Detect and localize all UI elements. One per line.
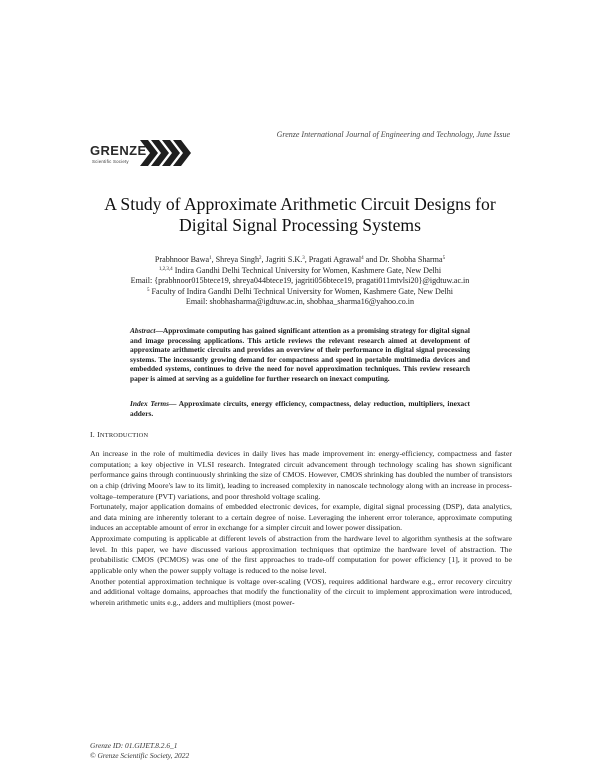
- author-separator: ,: [211, 255, 216, 264]
- author-mark: 2: [259, 256, 262, 261]
- author-name: Shreya Singh: [215, 255, 260, 264]
- publisher-logo: [90, 138, 192, 168]
- author-block: [60, 255, 540, 308]
- index-terms-dash: —: [169, 399, 179, 408]
- section-initial: I: [97, 430, 100, 439]
- affiliation-text: Indira Gandhi Delhi Technical University for Women, Kashmere Gate, New Delhi: [174, 265, 442, 275]
- paragraph: An increase in the role of multimedia devices in daily lives has made improvement in: energy-efficiency, compactness and faster computation; a key objective in VLSI research. Integrated circuit advancement through technology scaling has shown significant performance gains through continuously shrinking the size of CMOS. However, CMOS shrinking has doubled the number of transistors on a chip (driving Moore's law to its limit), leading to increased complexity in nanoscale technology along with an increase in process-voltage–temperature (PVT) variations, and poor threshold voltage scaling.: [90, 449, 512, 501]
- author-mark: 1: [209, 256, 212, 261]
- title-line-1: A Study of Approximate Arithmetic Circuit Designs for: [104, 194, 496, 214]
- author-separator: ,: [261, 255, 266, 264]
- index-terms-text: Approximate circuits, energy efficiency, compactness, delay reduction, multipliers, inexact adders.: [130, 399, 470, 418]
- affiliation-1: [60, 266, 540, 277]
- abstract: [130, 326, 470, 384]
- author-name: Jagriti S.K.: [265, 255, 303, 264]
- section-number: I.: [90, 430, 98, 439]
- index-terms: [130, 399, 470, 418]
- logo-chevrons-icon: [140, 138, 192, 168]
- section-title-rest: NTRODUCTION: [99, 432, 149, 439]
- paragraph: Another potential approximation technique is voltage over-scaling (VOS), requires additional hardware e.g., error recovery circuitry and additional voltage domains, approaches that modify the functionality of the circuit to implement approximation were introduced, wherein arithmetic units e.g., adders and multipliers (most power-: [90, 576, 512, 607]
- author-list: [60, 255, 540, 266]
- author-separator: and: [363, 255, 380, 264]
- logo-wordmark: GRENZE: [90, 143, 147, 158]
- author-separator: ,: [304, 255, 309, 264]
- abstract-dash: —: [155, 326, 163, 335]
- page-footer: [90, 741, 189, 761]
- journal-header: Grenze International Journal of Engineering and Technology, June Issue: [276, 130, 510, 139]
- title-line-2: Digital Signal Processing Systems: [179, 215, 421, 235]
- author-mark: 5: [442, 256, 446, 261]
- author-name: Dr. Shobha Sharma: [379, 255, 443, 264]
- abstract-label: Abstract: [130, 326, 156, 335]
- introduction-body: [90, 449, 512, 608]
- author-name: Prabhnoor Bawa: [154, 255, 210, 264]
- logo-subtitle: Scientific Society: [92, 159, 129, 164]
- affiliation-mark: 1,2,3,4: [158, 266, 173, 272]
- index-terms-label: Index Terms: [130, 399, 170, 408]
- paragraph: Approximate computing is applicable at different levels of abstraction from the hardware level to algorithm synthesis at the software level. In this paper, we have discussed various approximation techniques that optimize the hardware level of abstraction. The probabilistic CMOS (PCMOS) was one of the first approaches to trade-off computation for power efficiency [1], it proved to be applicable only when the power supply voltage is reduced to the noise level.: [90, 534, 512, 575]
- paper-title: [70, 194, 530, 236]
- email-line-2: Email: shobhasharma@igdtuw.ac.in, shobhaa_sharma16@yahoo.co.in: [185, 297, 415, 307]
- affiliation-mark: 5: [147, 287, 150, 293]
- grenze-id: Grenze ID: 01.GIJET.8.2.6_1: [90, 741, 178, 750]
- paragraph: Fortunately, major application domains of embedded electronic devices, for example, digital signal processing (DSP), data analytics, and data mining are inherently tolerant to a certain degree of noise. Leveraging the inherent error tolerance, approximate computing induces an acceptable amount of error in exchange for a simpler circuit and lower power dissipation.: [90, 502, 512, 533]
- author-mark: 4: [361, 256, 364, 261]
- abstract-text: Approximate computing has gained significant attention as a promising strategy for digital signal and image processing applications. This article reviews the relevant research aimed at development of approximate arithmetic circuits and provides an overview of their performance in digital signal processing systems. The incessantly growing demand for compactness and speed in portable multimedia devices and embedded systems, continues to drive the need for novel approximation techniques. This review research paper is aimed at serving as a guideline for further research on inexact computing.: [130, 326, 470, 383]
- author-mark: 3: [302, 256, 305, 261]
- author-name: Pragati Agrawal: [308, 255, 362, 264]
- email-line-1: Email: {prabhnoor015btece19, shreya044btece19, jagriti056btece19, pragati011mtvlsi20}@igdtuw.ac.in: [130, 276, 470, 286]
- copyright: © Grenze Scientific Society, 2022: [90, 751, 190, 760]
- section-heading: [90, 430, 148, 439]
- affiliation-text: Faculty of Indira Gandhi Delhi Technical University for Women, Kashmere Gate, New Delhi: [151, 286, 453, 296]
- affiliation-2: [60, 287, 540, 298]
